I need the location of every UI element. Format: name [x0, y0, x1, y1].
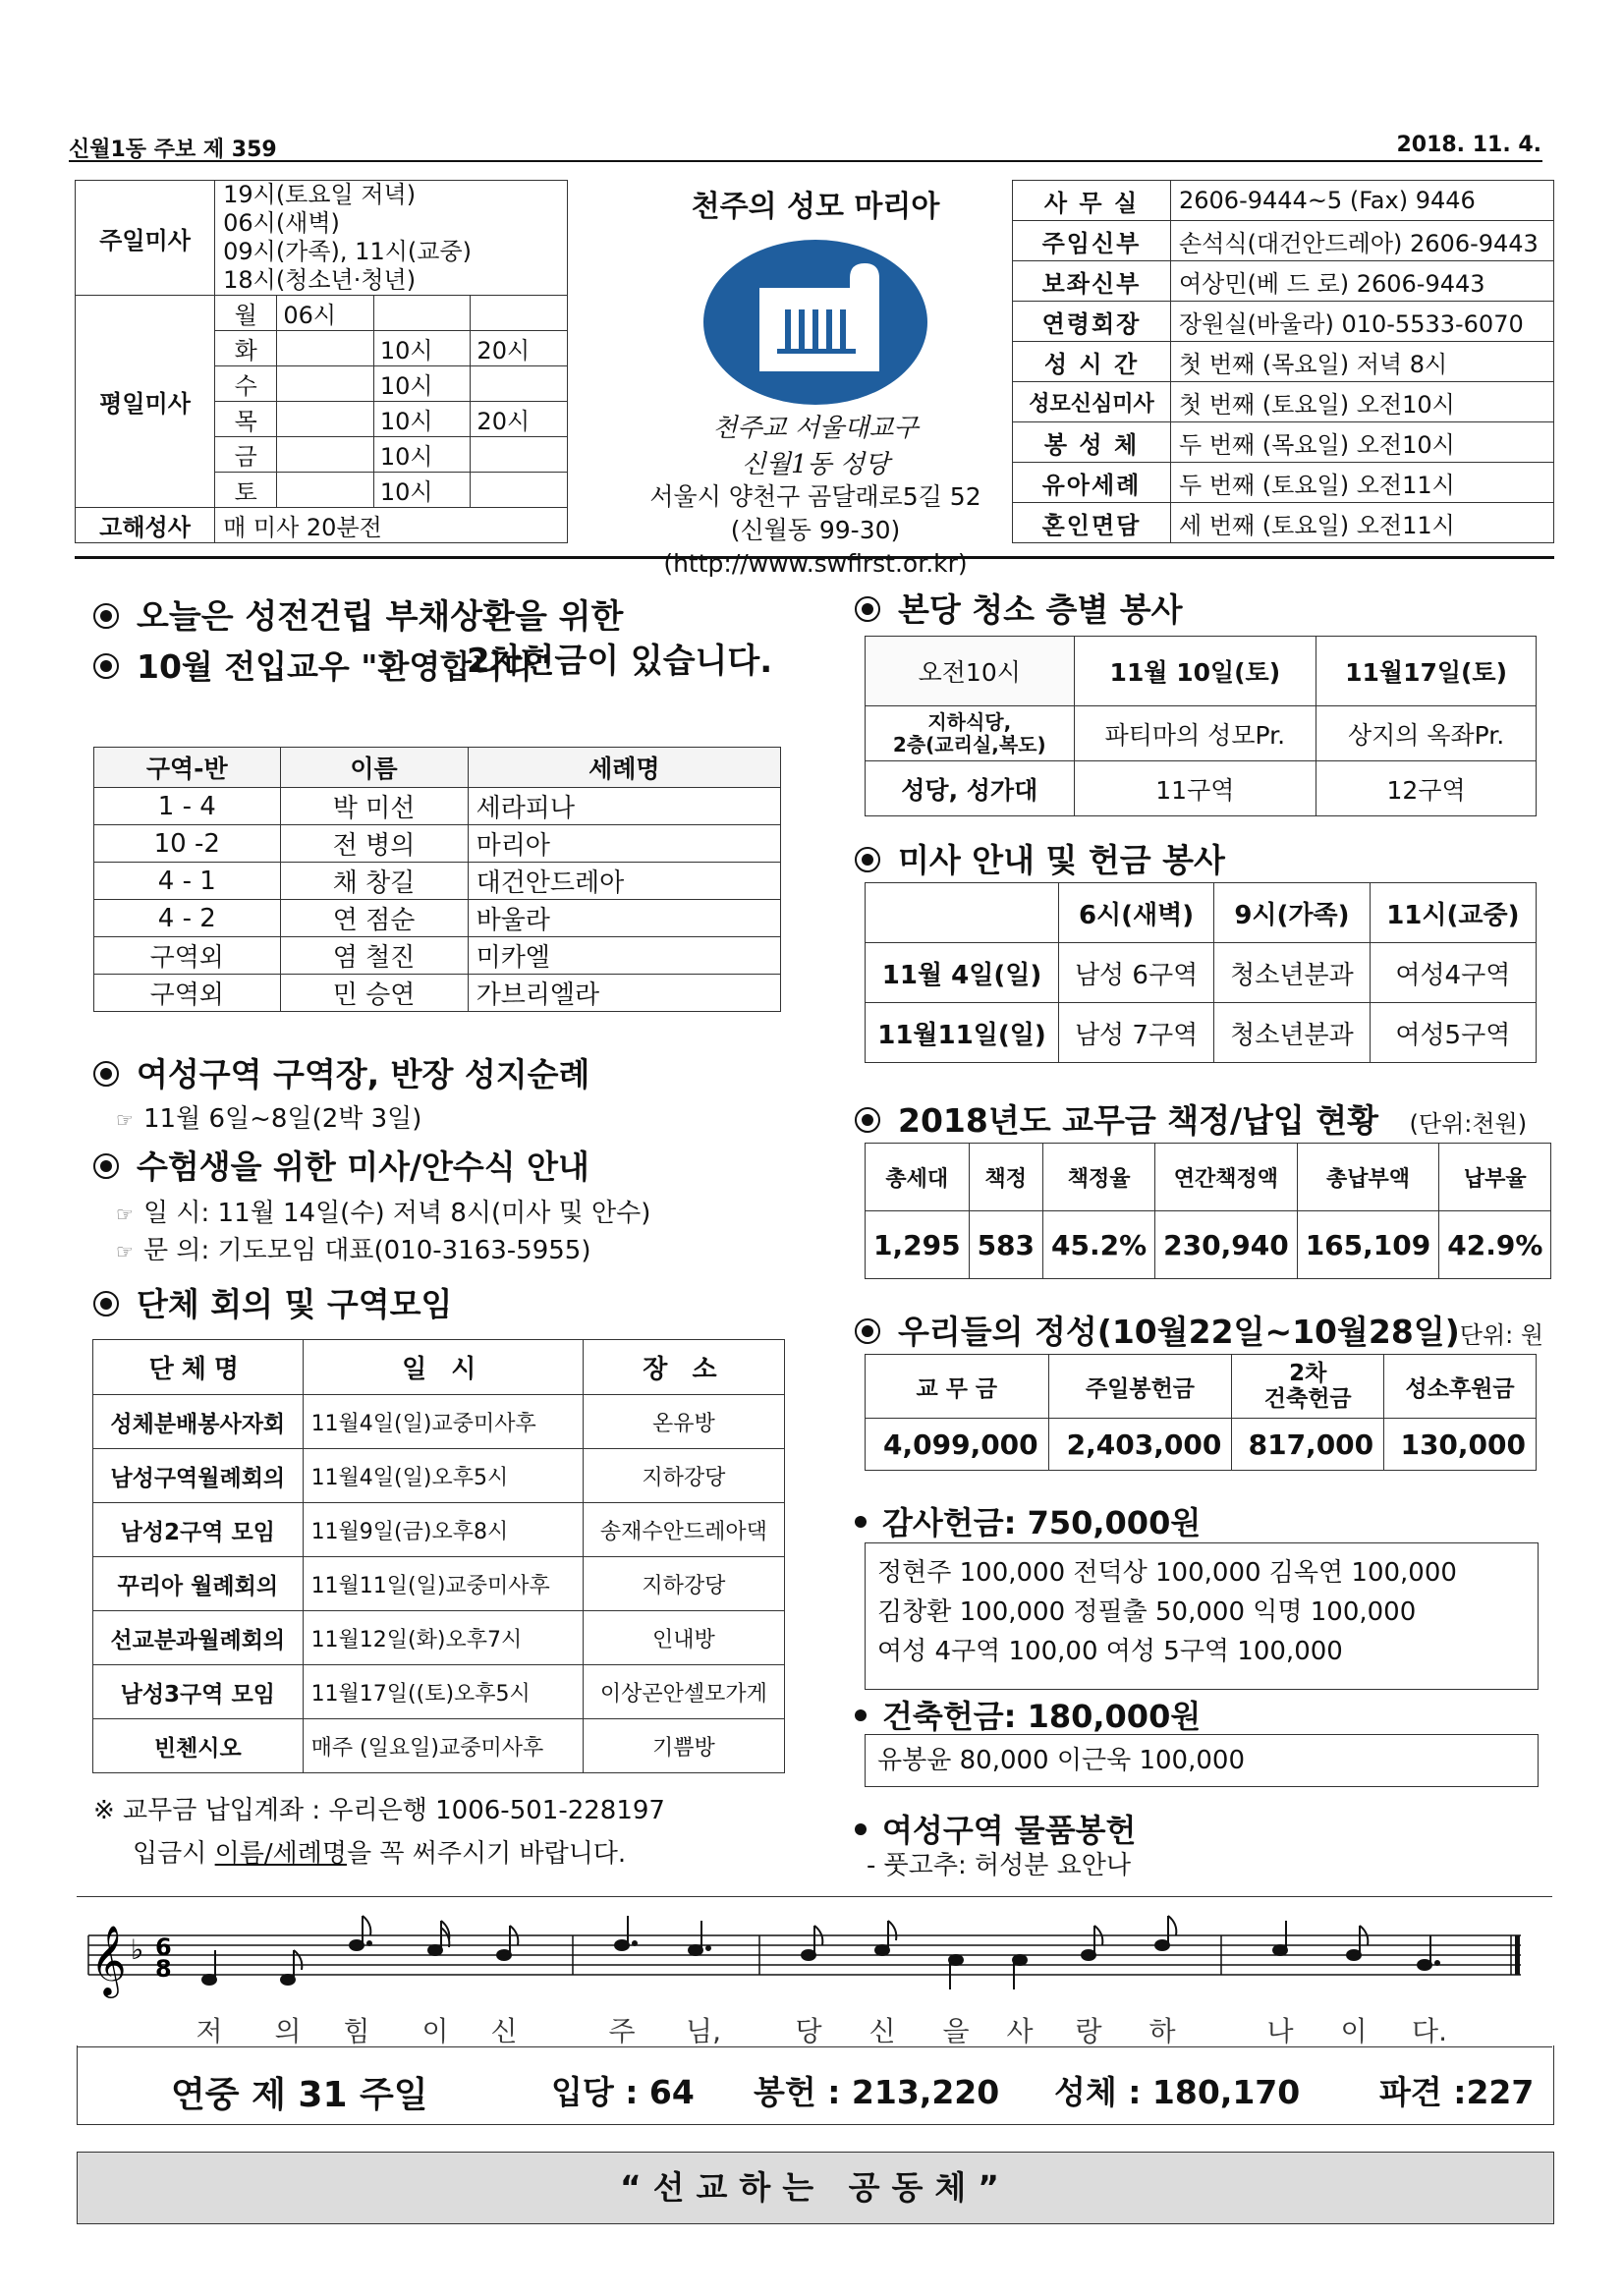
bullet-icon — [93, 603, 119, 629]
table-row — [866, 1003, 1537, 1063]
confession-label: 고해성사 — [76, 508, 215, 543]
cell: 583 — [969, 1211, 1042, 1279]
lyric-syllable: 을 — [942, 2015, 970, 2047]
cell: 남성 6구역 — [1059, 943, 1214, 1003]
cell: 130,000 — [1384, 1419, 1537, 1471]
mass-time — [277, 366, 374, 402]
account-text: 입금시 — [133, 1839, 215, 1869]
cell: 지하강당 — [583, 1557, 784, 1611]
mass-time — [277, 402, 374, 437]
cell: 2,403,000 — [1048, 1419, 1232, 1471]
contact-label: 봉 성 체 — [1013, 422, 1171, 463]
cell: 11월4일(일)교중미사후 — [303, 1395, 583, 1449]
weekday: 금 — [215, 437, 277, 473]
build-heading — [855, 1692, 1201, 1737]
groups-heading — [93, 1279, 452, 1325]
exam-title: 수험생을 위한 미사/안수식 안내 — [137, 1148, 589, 1186]
sunday-time: 06시(새벽) — [223, 209, 340, 237]
pilgrim-dates: 11월 6일~8일(2박 3일) — [143, 1104, 422, 1134]
address-line: 서울시 양천구 곰달래로5길 52 — [649, 482, 981, 511]
thanks-line: 여성 4구역 100,00 여성 5구역 100,000 — [877, 1637, 1343, 1666]
cell: 4 - 2 — [94, 900, 281, 937]
table-row — [93, 1719, 785, 1773]
contact-value: 장원실(바울라) 010-5533-6070 — [1171, 302, 1554, 342]
offering-heading — [855, 1307, 1543, 1353]
confession-value: 매 미사 20분전 — [215, 508, 568, 543]
cell: 1 - 4 — [94, 788, 281, 825]
contact-value: 두 번째 (토요일) 오전11시 — [1171, 463, 1554, 503]
bullet-icon — [93, 1061, 119, 1087]
cell: 4,099,000 — [866, 1419, 1049, 1471]
lyric-syllable: 님, — [686, 2015, 721, 2047]
lyric-syllable: 다. — [1412, 2015, 1447, 2047]
clean-title: 본당 청소 층별 봉사 — [898, 590, 1183, 629]
cell: 165,109 — [1297, 1211, 1439, 1279]
clean-heading — [855, 585, 1183, 631]
cell: 11월4일(일)오후5시 — [303, 1449, 583, 1503]
account-instruction — [133, 1833, 626, 1870]
sunday-mass-times — [215, 181, 568, 296]
cell: 세라피나 — [468, 788, 780, 825]
mass-time: 10시 — [373, 402, 471, 437]
exam-note-2 — [116, 1230, 591, 1266]
table-row — [866, 1419, 1537, 1471]
cell: 파티마의 성모Pr. — [1074, 706, 1316, 761]
cell: 청소년분과 — [1214, 1003, 1371, 1063]
cell: 성체분배봉사자회 — [93, 1395, 304, 1449]
weekday: 화 — [215, 331, 277, 366]
bullet-icon — [93, 1153, 119, 1179]
contact-value: 두 번째 (목요일) 오전10시 — [1171, 422, 1554, 463]
column-header: 오전10시 — [866, 637, 1075, 706]
cell: 전 병의 — [280, 825, 468, 863]
mass-time — [471, 296, 568, 331]
table-row — [94, 900, 781, 937]
notice-heading-2: 2차헌금이 있습니다. — [467, 642, 773, 681]
mass-time: 20시 — [471, 402, 568, 437]
massvol-heading — [855, 835, 1225, 881]
lyric-syllable: 주 — [608, 2015, 636, 2047]
cell: 마리아 — [468, 825, 780, 863]
cell: 11월 4일(일) — [866, 943, 1059, 1003]
contact-label: 주임신부 — [1013, 221, 1171, 261]
table-row — [94, 863, 781, 900]
cell: 선교분과월례회의 — [93, 1611, 304, 1665]
weekday: 수 — [215, 366, 277, 402]
cell: 11월9일(금)오후8시 — [303, 1503, 583, 1557]
exam-heading — [93, 1142, 589, 1188]
tithe-heading — [855, 1095, 1527, 1142]
parish-info — [589, 180, 1041, 581]
column-header: 구역-반 — [94, 748, 281, 788]
cell: 지하식당, 2층(교리실,복도) — [866, 706, 1075, 761]
cell: 남성3구역 모임 — [93, 1665, 304, 1719]
column-header: 11시(교중) — [1370, 883, 1536, 943]
exam-contact: 문 의: 기도모임 대표(010-3163-5955) — [143, 1236, 591, 1265]
cell: 기쁨방 — [583, 1719, 784, 1773]
account-text: 을 꼭 써주시기 바랍니다. — [346, 1839, 627, 1869]
contact-value: 세 번째 (토요일) 오전11시 — [1171, 503, 1554, 543]
cell: 구역외 — [94, 975, 281, 1012]
mass-time: 10시 — [373, 366, 471, 402]
sunday-name: 연중 제 31 주일 — [171, 2075, 428, 2115]
groups-table — [92, 1339, 785, 1773]
cell: 온유방 — [583, 1395, 784, 1449]
lyric-syllable: 이 — [1340, 2015, 1368, 2047]
logo-diocese: 천주교 서울대교구 — [712, 414, 919, 443]
column-header: 11월17일(토) — [1316, 637, 1537, 706]
mass-time — [277, 437, 374, 473]
mass-time: 10시 — [373, 437, 471, 473]
table-row — [94, 937, 781, 975]
column-header: 세례명 — [468, 748, 780, 788]
column-header: 9시(가족) — [1214, 883, 1371, 943]
bullet-dot-icon — [855, 1516, 867, 1528]
cell: 11월12일(화)오후7시 — [303, 1611, 583, 1665]
website-link[interactable]: (http://www.swfirst.or.kr) — [663, 549, 968, 578]
cell: 바울라 — [468, 900, 780, 937]
cell: 11구역 — [1074, 761, 1316, 816]
music-staff — [77, 1896, 1552, 2014]
bullet-dot-icon — [855, 1823, 867, 1835]
build-title: 건축헌금: 180,000원 — [882, 1698, 1202, 1735]
notice-heading — [93, 589, 623, 638]
lyric-syllable: 신 — [868, 2015, 896, 2047]
table-row — [866, 943, 1537, 1003]
column-header: 교 무 금 — [866, 1355, 1049, 1419]
mass-time: 10시 — [373, 331, 471, 366]
cell: 대건안드레아 — [468, 863, 780, 900]
time-signature-top: 6 — [155, 1933, 172, 1961]
notice-line: 오늘은 성전건립 부채상환을 위한 — [137, 597, 624, 637]
address-sub: (신월동 99-30) — [730, 516, 901, 544]
lyric-syllable: 랑 — [1075, 2015, 1102, 2047]
table-row — [93, 1503, 785, 1557]
mass-time — [471, 473, 568, 508]
table-row — [866, 706, 1537, 761]
sunday-time: 09시(가족), 11시(교중) — [223, 238, 472, 265]
table-row — [93, 1665, 785, 1719]
bullet-icon — [855, 596, 880, 622]
cell: 청소년분과 — [1214, 943, 1371, 1003]
cell: 지하강당 — [583, 1449, 784, 1503]
attendance-stat: 입당 : 64 — [551, 2073, 695, 2111]
mass-time: 20시 — [471, 331, 568, 366]
table-row — [94, 975, 781, 1012]
bullet-icon — [855, 1318, 880, 1344]
corner-cell — [866, 883, 1059, 943]
column-header: 단체명 — [93, 1340, 304, 1395]
lyric-syllable: 사 — [1006, 2015, 1034, 2047]
groups-title: 단체 회의 및 구역모임 — [137, 1285, 453, 1323]
welcome-heading — [93, 642, 551, 688]
column-header: 총세대 — [866, 1144, 970, 1211]
notes — [202, 1916, 1439, 1989]
mass-time: 06시 — [277, 296, 374, 331]
pointing-hand-icon: ☞ — [116, 1203, 134, 1226]
bullet-icon — [855, 1107, 880, 1133]
cell: 230,940 — [1155, 1211, 1298, 1279]
cell: 여성5구역 — [1370, 1003, 1536, 1063]
column-header: 책정율 — [1043, 1144, 1155, 1211]
weekday-mass-label: 평일미사 — [76, 296, 215, 508]
bullet-icon — [93, 1291, 119, 1316]
contact-value: 첫 번째 (토요일) 오전10시 — [1171, 382, 1554, 422]
contact-value: 손석식(대건안드레아) 2606-9443 — [1171, 221, 1554, 261]
tithe-title: 2018년도 교무금 책정/납입 현황 — [898, 1101, 1379, 1140]
cell: 박 미선 — [280, 788, 468, 825]
cell: 송재수안드레아댁 — [583, 1503, 784, 1557]
column-header: 성소후원금 — [1384, 1355, 1537, 1419]
cell: 11월11일(일) — [866, 1003, 1059, 1063]
contact-label: 연령회장 — [1013, 302, 1171, 342]
parish-motto: “선교하는 공동체” — [77, 2152, 1554, 2224]
cell: 42.9% — [1439, 1211, 1551, 1279]
mass-time — [471, 437, 568, 473]
cell: 여성4구역 — [1370, 943, 1536, 1003]
cell: 10 -2 — [94, 825, 281, 863]
mass-time — [373, 296, 471, 331]
exam-date: 일 시: 11월 14일(수) 저녁 8시(미사 및 안수) — [143, 1199, 651, 1228]
contact-value: 여상민(베 드 로) 2606-9443 — [1171, 261, 1554, 302]
pilgrim-title: 여성구역 구역장, 반장 성지순례 — [137, 1055, 590, 1093]
cell: 11월17일((토)오후5시 — [303, 1665, 583, 1719]
cell: 민 승연 — [280, 975, 468, 1012]
flat-icon: ♭ — [131, 1933, 144, 1966]
mass-time — [277, 473, 374, 508]
contact-value: 첫 번째 (목요일) 저녁 8시 — [1171, 342, 1554, 382]
cell: 염 철진 — [280, 937, 468, 975]
thanks-box — [865, 1542, 1539, 1690]
cell: 빈첸시오 — [93, 1719, 304, 1773]
column-header: 주일봉헌금 — [1048, 1355, 1232, 1419]
cell: 남성 7구역 — [1059, 1003, 1214, 1063]
offering-title: 우리들의 정성(10월22일~10월28일) — [898, 1313, 1460, 1351]
table-row — [93, 1449, 785, 1503]
column-header: 2차 건축헌금 — [1232, 1355, 1384, 1419]
contact-label: 보좌신부 — [1013, 261, 1171, 302]
cell: 꾸리아 월례회의 — [93, 1557, 304, 1611]
table-row — [94, 825, 781, 863]
account-underline: 이름/세례명 — [214, 1839, 347, 1869]
massvol-title: 미사 안내 및 헌금 봉사 — [898, 841, 1225, 879]
thanks-line: 김창환 100,000 정필출 50,000 익명 100,000 — [877, 1597, 1417, 1627]
offering-table — [865, 1354, 1537, 1471]
mass-volunteer-table — [865, 882, 1537, 1063]
thanks-heading — [855, 1498, 1201, 1543]
table-row — [93, 1611, 785, 1665]
cell: 4 - 1 — [94, 863, 281, 900]
column-header: 책정 — [969, 1144, 1042, 1211]
column-header: 장 소 — [583, 1340, 784, 1395]
lyric-syllable: 나 — [1266, 2015, 1294, 2047]
lyric-syllable: 힘 — [343, 2015, 370, 2047]
mass-time — [277, 331, 374, 366]
communion-stat: 성체 : 180,170 — [1054, 2073, 1301, 2111]
account-note: ※ 교무금 납입계좌 : 우리은행 1006-501-228197 — [93, 1796, 665, 1825]
column-header: 납부율 — [1439, 1144, 1551, 1211]
cell: 구역외 — [94, 937, 281, 975]
dismissal-stat: 파견 :227 — [1379, 2073, 1535, 2111]
goods-title: 여성구역 물품봉헌 — [882, 1812, 1137, 1849]
table-row — [93, 1557, 785, 1611]
cell: 가브리엘라 — [468, 975, 780, 1012]
offering-unit: 단위: 원 — [1459, 1321, 1544, 1349]
lyric-syllable: 신 — [490, 2015, 518, 2047]
pilgrim-note — [116, 1098, 421, 1135]
contact-value: 2606-9444~5 (Fax) 9446 — [1171, 181, 1554, 221]
cleaning-table — [865, 636, 1537, 816]
cell: 이상곤안셀모가게 — [583, 1665, 784, 1719]
contact-label: 유아세례 — [1013, 463, 1171, 503]
column-header: 총납부액 — [1297, 1144, 1439, 1211]
weekly-stats — [77, 2045, 1554, 2125]
time-signature-bottom: 8 — [155, 1955, 172, 1983]
bullet-icon — [93, 653, 119, 679]
thanks-line: 정현주 100,000 전덕상 100,000 김옥연 100,000 — [877, 1558, 1457, 1588]
weekday: 토 — [215, 473, 277, 508]
parish-logo-icon — [702, 239, 928, 406]
table-row — [94, 788, 781, 825]
lyric-syllable: 의 — [274, 2015, 302, 2047]
cell: 연 점순 — [280, 900, 468, 937]
cell: 45.2% — [1043, 1211, 1155, 1279]
thanks-title: 감사헌금: 750,000원 — [882, 1504, 1202, 1541]
treble-clef-icon: 𝄞 — [90, 1924, 127, 1995]
tithe-table — [865, 1143, 1551, 1279]
section-divider — [75, 556, 1554, 559]
pointing-hand-icon: ☞ — [116, 1108, 134, 1132]
tithe-unit: (단위:천원) — [1409, 1110, 1528, 1138]
table-row — [866, 1211, 1551, 1279]
welcome-title: 10월 전입교우 "환영합니다" — [137, 647, 552, 686]
page-title: 천주의 성모 마리아 — [691, 190, 940, 224]
exam-note-1 — [116, 1193, 650, 1229]
column-header: 6시(새벽) — [1059, 883, 1214, 943]
mass-time: 10시 — [373, 473, 471, 508]
lyric-syllable: 저 — [196, 2015, 223, 2047]
sunday-mass-label: 주일미사 — [76, 181, 215, 296]
cell: 미카엘 — [468, 937, 780, 975]
cell: 매주 (일요일)교중미사후 — [303, 1719, 583, 1773]
column-header: 연간책정액 — [1155, 1144, 1298, 1211]
mass-time — [471, 366, 568, 402]
cell: 남성구역월례회의 — [93, 1449, 304, 1503]
cell: 인내방 — [583, 1611, 784, 1665]
lyric-syllable: 이 — [421, 2015, 449, 2047]
cell: 817,000 — [1232, 1419, 1384, 1471]
build-box: 유봉윤 80,000 이근욱 100,000 — [865, 1734, 1539, 1787]
welcome-table — [93, 747, 781, 1012]
sunday-time: 19시(토요일 저녁) — [223, 181, 417, 208]
cell: 1,295 — [866, 1211, 970, 1279]
bulletin-issue: 신월1동 주보 제 359 — [69, 138, 277, 162]
table-row — [866, 761, 1537, 816]
contact-label: 성모신심미사 — [1013, 382, 1171, 422]
column-header: 일 시 — [303, 1340, 583, 1395]
column-header: 이름 — [280, 748, 468, 788]
bullet-icon — [855, 847, 880, 872]
contact-label: 혼인면담 — [1013, 503, 1171, 543]
cell: 성당, 성가대 — [866, 761, 1075, 816]
cell: 채 창길 — [280, 863, 468, 900]
sunday-time: 18시(청소년·청년) — [223, 266, 417, 294]
mass-schedule-table — [75, 180, 568, 543]
contact-table — [1012, 180, 1554, 543]
lyric-syllable: 하 — [1148, 2015, 1176, 2047]
cell: 상지의 옥좌Pr. — [1316, 706, 1537, 761]
lyric-syllable: 당 — [795, 2015, 822, 2047]
cell: 12구역 — [1316, 761, 1537, 816]
pilgrim-heading — [93, 1049, 589, 1095]
bulletin-date: 2018. 11. 4. — [1396, 133, 1541, 157]
pointing-hand-icon: ☞ — [116, 1240, 134, 1263]
cell: 11월11일(일)교중미사후 — [303, 1557, 583, 1611]
column-header: 11월 10일(토) — [1074, 637, 1316, 706]
offering-stat: 봉헌 : 213,220 — [754, 2073, 1000, 2111]
goods-note: - 풋고추: 허성분 요안나 — [867, 1851, 1131, 1880]
header-divider — [69, 160, 1542, 162]
cell: 남성2구역 모임 — [93, 1503, 304, 1557]
logo-parish: 신월1동 성당 — [741, 450, 890, 479]
weekday: 월 — [215, 296, 277, 331]
bullet-dot-icon — [855, 1709, 867, 1721]
contact-label: 사 무 실 — [1013, 181, 1171, 221]
weekday: 목 — [215, 402, 277, 437]
table-row — [93, 1395, 785, 1449]
contact-label: 성 시 간 — [1013, 342, 1171, 382]
